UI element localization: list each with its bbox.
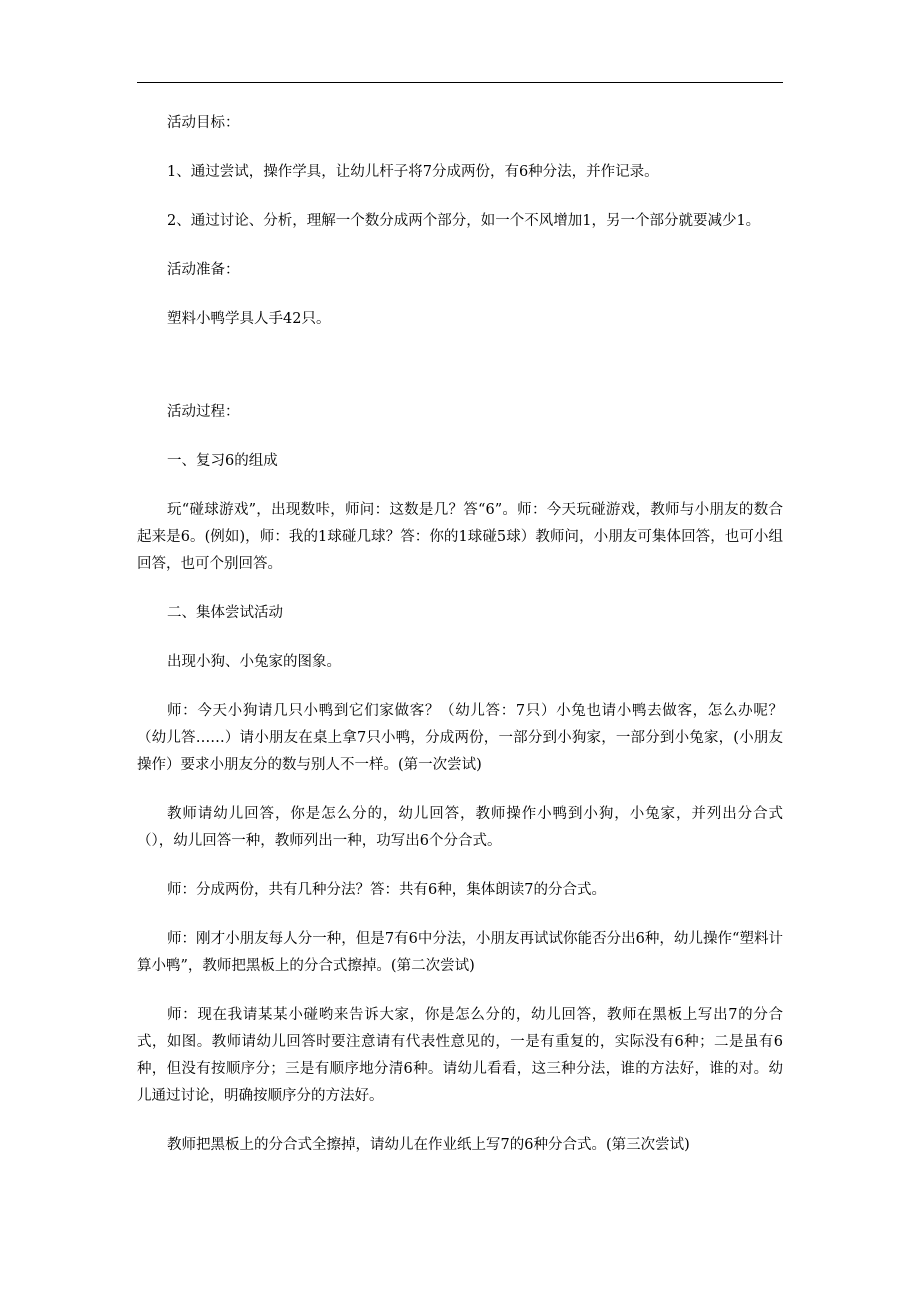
document-body [137,110,783,1181]
goal-item-2: 2、通过讨论、分析，理解一个数分成两个部分，如一个不风增加1，另一个部分就要减少1。 [167,213,761,229]
section-heading-preparation: 活动准备： [167,262,240,278]
paragraph-six-ways: 师：分成两份，共有几种分法？答：共有6种，集体朗读7的分合式。 [167,882,606,898]
section-heading-process: 活动过程： [167,404,240,420]
paragraph-first-attempt: 师：今天小狗请几只小鸭到它们家做客？（幼儿答：7只）小兔也请小鸭去做客，怎么办呢？（幼儿答……）请小朋友在桌上拿7只小鸭，分成两份，一部分到小狗家，一部分到小兔家，(小朋友操作）要求小朋友分的数与别人不一样。(第一次尝试) [137,703,783,773]
paragraph-second-attempt: 师：刚才小朋友每人分一种，但是7有6中分法，小朋友再试试你能否分出6种，幼儿操作“塑料计算小鸭”，教师把黑板上的分合式擦掉。(第二次尝试) [137,931,783,974]
paragraph-game: 玩“碰球游戏”，出现数咔，师问：这数是几？答“6”。师：今天玩碰游戏，教师与小朋友的数合起来是6。(例如)，师：我的1球碰几球？答：你的1球碰5球）教师问，小朋友可集体回答，也可小组回答，也可个别回答。 [137,502,783,572]
step-heading-group-activity: 二、集体尝试活动 [167,605,283,621]
section-heading-goals: 活动目标： [167,115,240,131]
header-rule [137,82,783,83]
paragraph-discussion: 师：现在我请某某小碰哟来告诉大家，你是怎么分的，幼儿回答，教师在黑板上写出7的分合式，如图。教师请幼儿回答时要注意请有代表性意见的，一是有重复的，实际没有6种；二是虽有6种，但没有按顺序分；三是有顺序地分清6种。请幼儿看看，这三种分法，谁的方法好，谁的对。幼儿通过讨论，明确按顺序分的方法好。 [137,1007,783,1104]
paragraph-third-attempt: 教师把黑板上的分合式全擦掉，请幼儿在作业纸上写7的6种分合式。(第三次尝试) [167,1137,690,1153]
goal-item-1: 1、通过尝试，操作学具，让幼儿杆子将7分成两份，有6种分法，并作记录。 [167,164,659,180]
step-heading-review: 一、复习6的组成 [167,453,278,469]
paragraph-images: 出现小狗、小兔家的图象。 [167,654,341,670]
paragraph-teacher-operation: 教师请幼儿回答，你是怎么分的，幼儿回答，教师操作小鸭到小狗，小兔家，并列出分合式（），幼儿回答一种，教师列出一种，功写出6个分合式。 [137,806,783,849]
preparation-text: 塑料小鸭学具人手42只。 [167,311,331,327]
blank-gap [137,355,783,399]
